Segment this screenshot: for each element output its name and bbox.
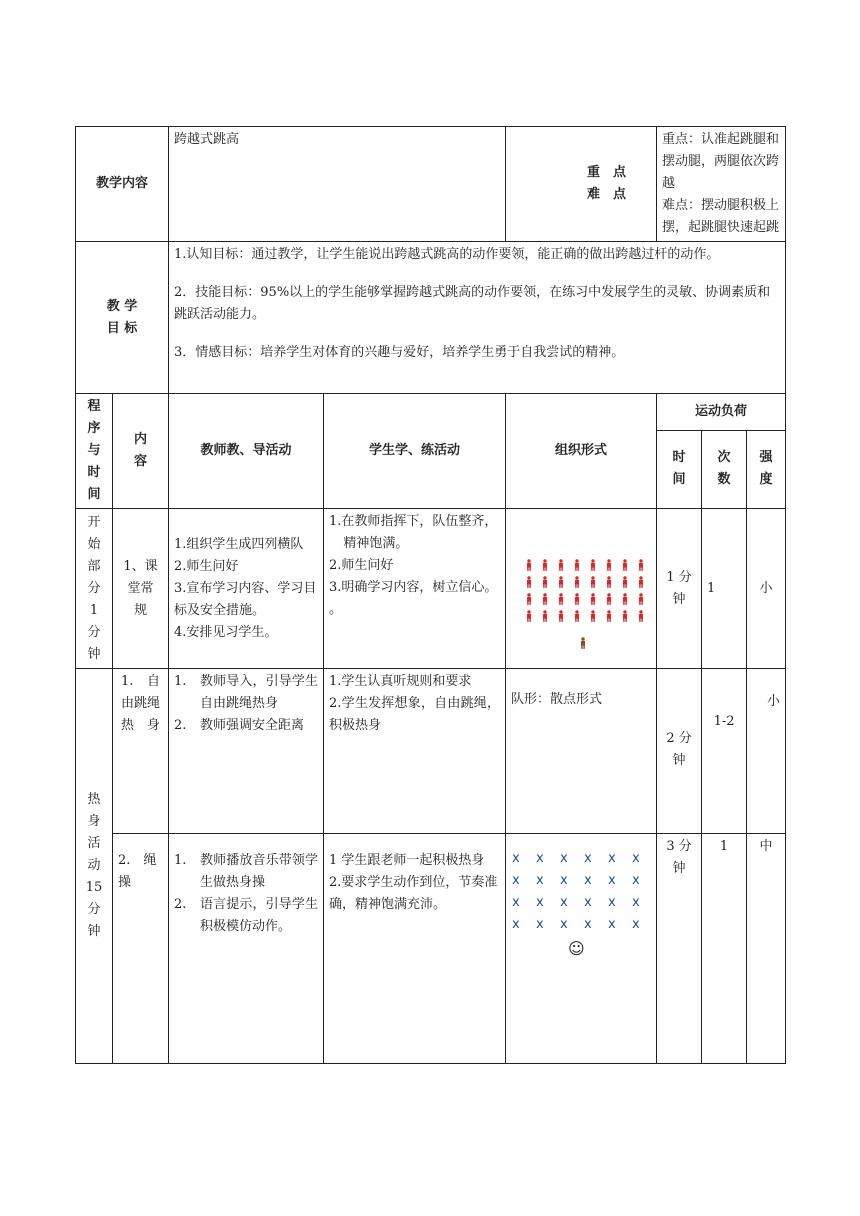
content-label: 教学内容 [76,127,169,242]
teacher-activity [174,894,318,938]
header-char: 时 [87,465,101,480]
formation-row [512,892,656,914]
formation-mark: x [560,895,568,910]
rope-content: 1. 自由跳绳热身 [113,669,169,834]
student-figure-icon [557,576,565,588]
formation-mark: x [584,851,592,866]
phase-char: 开 [87,514,101,530]
phase-char: 1 [89,602,99,618]
list-text: 教师播放音乐带领学生做热身操 [200,853,319,890]
phase-char: 身 [87,814,101,829]
student-activity: 3.明确学习内容，树立信心。 [329,580,498,595]
start-time [657,509,702,669]
formation-mark: x [584,873,592,888]
rope-student-activities [324,669,506,834]
student-figure-icon [589,610,597,622]
student-figure-icon [557,559,565,571]
time-header [657,430,702,508]
teacher-activity [174,715,318,737]
exercise-intensity: 中 [747,834,786,1064]
student-figure-icon [541,576,549,588]
lesson-plan [75,126,785,1064]
lesson-plan-table [75,126,786,1064]
teacher-activity: 4.安排见习学生。 [174,624,278,640]
header-char: 容 [134,454,148,469]
warmup-phase-label [76,669,113,1064]
time-line: 钟 [672,753,686,768]
header-char: 间 [672,472,686,488]
phase-char: 部 [87,558,101,574]
student-header: 学生学、练活动 [324,394,506,509]
warmup-exercise-row [76,834,786,1064]
student-activity: 1.在教师指挥下，队伍整齐，精神饱满。 [329,514,498,551]
exercise-organization [506,834,657,1064]
header-char: 与 [87,443,101,458]
formation-row [512,870,656,892]
key-label-2: 难 点 [587,187,627,202]
column-header-row [76,394,786,431]
student-figure-icon [541,559,549,571]
rope-intensity: 小 [747,669,786,834]
student-figure-icon [637,610,645,622]
student-activity: 。 [329,602,343,617]
student-figure-icon [573,576,581,588]
exercise-count: 1 [702,834,747,1064]
header-char: 时 [672,450,686,466]
formation-mark: x [536,895,544,910]
list-text: 语言提示，引导学生积极模仿动作。 [200,897,319,934]
formation-mark: x [536,917,544,932]
formation-mark: x [560,851,568,866]
list-number: 1. [174,674,187,689]
rope-time [657,669,702,834]
exercise-time [657,834,702,1064]
header-char: 度 [759,472,773,488]
student-figure-icon [621,576,629,588]
student-figure-icon [589,559,597,571]
objectives-row [76,242,786,394]
student-figure-icon [637,559,645,571]
phase-char: 分 [87,580,101,596]
time-line: 2 分 [666,731,692,746]
formation-mark: x [512,851,520,866]
objectives-label-2: 目 标 [106,320,138,336]
start-student-activities [324,509,506,669]
student-figure-icon [605,593,613,605]
organization-header: 组织形式 [506,394,657,509]
objectives-label-1: 教 学 [106,298,138,314]
four-row-formation-figure [511,541,651,636]
student-figure-icon [525,593,533,605]
time-line: 钟 [672,861,686,876]
teacher-activity [174,850,318,894]
formation-mark: x [584,917,592,932]
time-line: 3 分 [666,839,692,854]
student-figure-icon [621,610,629,622]
content-line: 操 [118,875,132,890]
start-count: 1 [702,509,747,669]
formation-mark: x [584,895,592,910]
header-char: 间 [87,487,101,502]
key-label [506,127,657,242]
student-figure-icon [637,593,645,605]
student-figure-icon [525,576,533,588]
formation-mark: x [560,917,568,932]
formation-mark: x [632,895,640,910]
content-row [76,127,786,242]
formation-mark: x [608,895,616,910]
start-organization [506,509,657,669]
rope-count: 1-2 [702,669,747,834]
formation-mark: x [512,917,520,932]
exercise-student-activities [324,834,506,1064]
student-activity: 1 学生跟老师一起积极热身 [329,853,485,868]
key-points [657,127,786,242]
warmup-rope-row [76,669,786,834]
student-figure-icon [525,559,533,571]
phase-char: 分 [87,902,101,917]
phase-char: 活 [87,836,101,851]
student-figure-icon [605,559,613,571]
student-figure-icon [541,610,549,622]
list-number: 1. [174,853,187,868]
formation-mark: x [536,851,544,866]
start-teacher-activities [169,509,324,669]
header-char: 次 [717,450,731,466]
formation-row [512,914,656,936]
objective-item: 3．情感目标：培养学生对体育的兴趣与爱好，培养学生勇于自我尝试的精神。 [174,345,625,360]
student-figure-icon [621,593,629,605]
exercise-teacher-activities [169,834,324,1064]
phase-char: 15 [85,880,103,895]
student-figure-icon [573,559,581,571]
start-content [113,509,169,669]
phase-char: 钟 [87,924,101,939]
formation-mark: x [632,851,640,866]
header-char: 序 [87,421,101,436]
formation-row [512,848,656,870]
formation-mark: x [536,873,544,888]
student-figure-icon [557,610,565,622]
formation-mark: x [512,895,520,910]
count-header [702,430,747,508]
student-figure-icon [573,593,581,605]
header-char: 数 [717,472,731,488]
student-figure-icon [589,593,597,605]
content-line: 1、课 [123,558,158,574]
list-number: 2. [174,897,187,912]
content-header [113,394,169,509]
formation-mark: x [512,873,520,888]
formation-mark: x [608,851,616,866]
intensity-header [747,430,786,508]
phase-char: 始 [87,536,101,552]
content-line: 堂常 [127,580,154,596]
student-figure-icon [589,576,597,588]
student-activity: 2.要求学生动作到位，节奏准确，精神饱满充沛。 [329,875,498,912]
formation-mark: x [608,873,616,888]
content-line: 2. 绳 [118,853,157,868]
student-figure-icon [557,593,565,605]
exercise-content [113,834,169,1064]
key-label-1: 重 点 [587,165,627,180]
student-figure-icon [605,576,613,588]
objective-item: 2．技能目标：95%以上的学生能够掌握跨越式跳高的动作要领，在练习中发展学生的灵敏、协调素质和跳跃活动能力。 [174,285,771,322]
teacher-activity: 2.师生问好 [174,558,239,574]
difficult-point: 难点：摆动腿积极上摆，起跳腿快速起跳 [662,198,780,235]
header-char: 内 [134,432,148,447]
start-phase-label [76,509,113,669]
teacher-activity: 1.组织学生成四列横队 [174,536,304,552]
load-header: 运动负荷 [657,394,786,431]
content-value: 跨越式跳高 [169,127,506,242]
rope-teacher-activities [169,669,324,834]
list-text: 教师导入，引导学生自由跳绳热身 [200,674,319,711]
student-figure-icon [637,576,645,588]
student-figure-icon [573,610,581,622]
formation-mark: x [608,917,616,932]
header-char: 程 [87,399,101,414]
phase-char: 动 [87,858,101,873]
phase-char: 钟 [87,646,101,662]
student-figure-icon [605,610,613,622]
teacher-figure-icon [579,637,587,649]
phase-char: 分 [87,624,101,640]
procedure-header [76,394,113,509]
student-figure-icon [541,593,549,605]
student-activity: 2.学生发挥想象，自由跳绳，积极热身 [329,696,501,733]
formation-figure [506,848,656,968]
formation-mark: x [632,917,640,932]
student-figure-icon [525,610,533,622]
start-intensity: 小 [747,509,786,669]
start-phase-row [76,509,786,669]
content-line: 规 [134,602,148,618]
header-char: 强 [759,450,773,466]
formation-mark: x [632,873,640,888]
student-activity: 2.师生问好 [329,558,394,573]
objectives-label [76,242,169,394]
objectives-text [169,242,786,394]
teacher-header: 教师教、导活动 [169,394,324,509]
list-text: 教师强调安全距离 [200,718,305,733]
objective-item: 1.认知目标：通过教学，让学生能说出跨越式跳高的动作要领，能正确的做出跨越过杆的动作。 [174,247,720,262]
phase-char: 热 [87,792,101,807]
student-activity: 1.学生认真听规则和要求 [329,674,472,689]
teacher-face-icon: ☺ [568,939,585,958]
key-point: 重点：认准起跳腿和摆动腿，两腿依次跨越 [662,132,780,191]
formation-mark: x [560,873,568,888]
student-figure-icon [621,559,629,571]
teacher-activity: 3.宣布学习内容、学习目标及安全措施。 [174,580,317,618]
list-number: 2. [174,718,187,733]
teacher-activity [174,671,318,715]
time-line: 1 分 [666,569,692,585]
rope-organization: 队形：散点形式 [506,669,657,834]
time-line: 钟 [672,591,686,607]
